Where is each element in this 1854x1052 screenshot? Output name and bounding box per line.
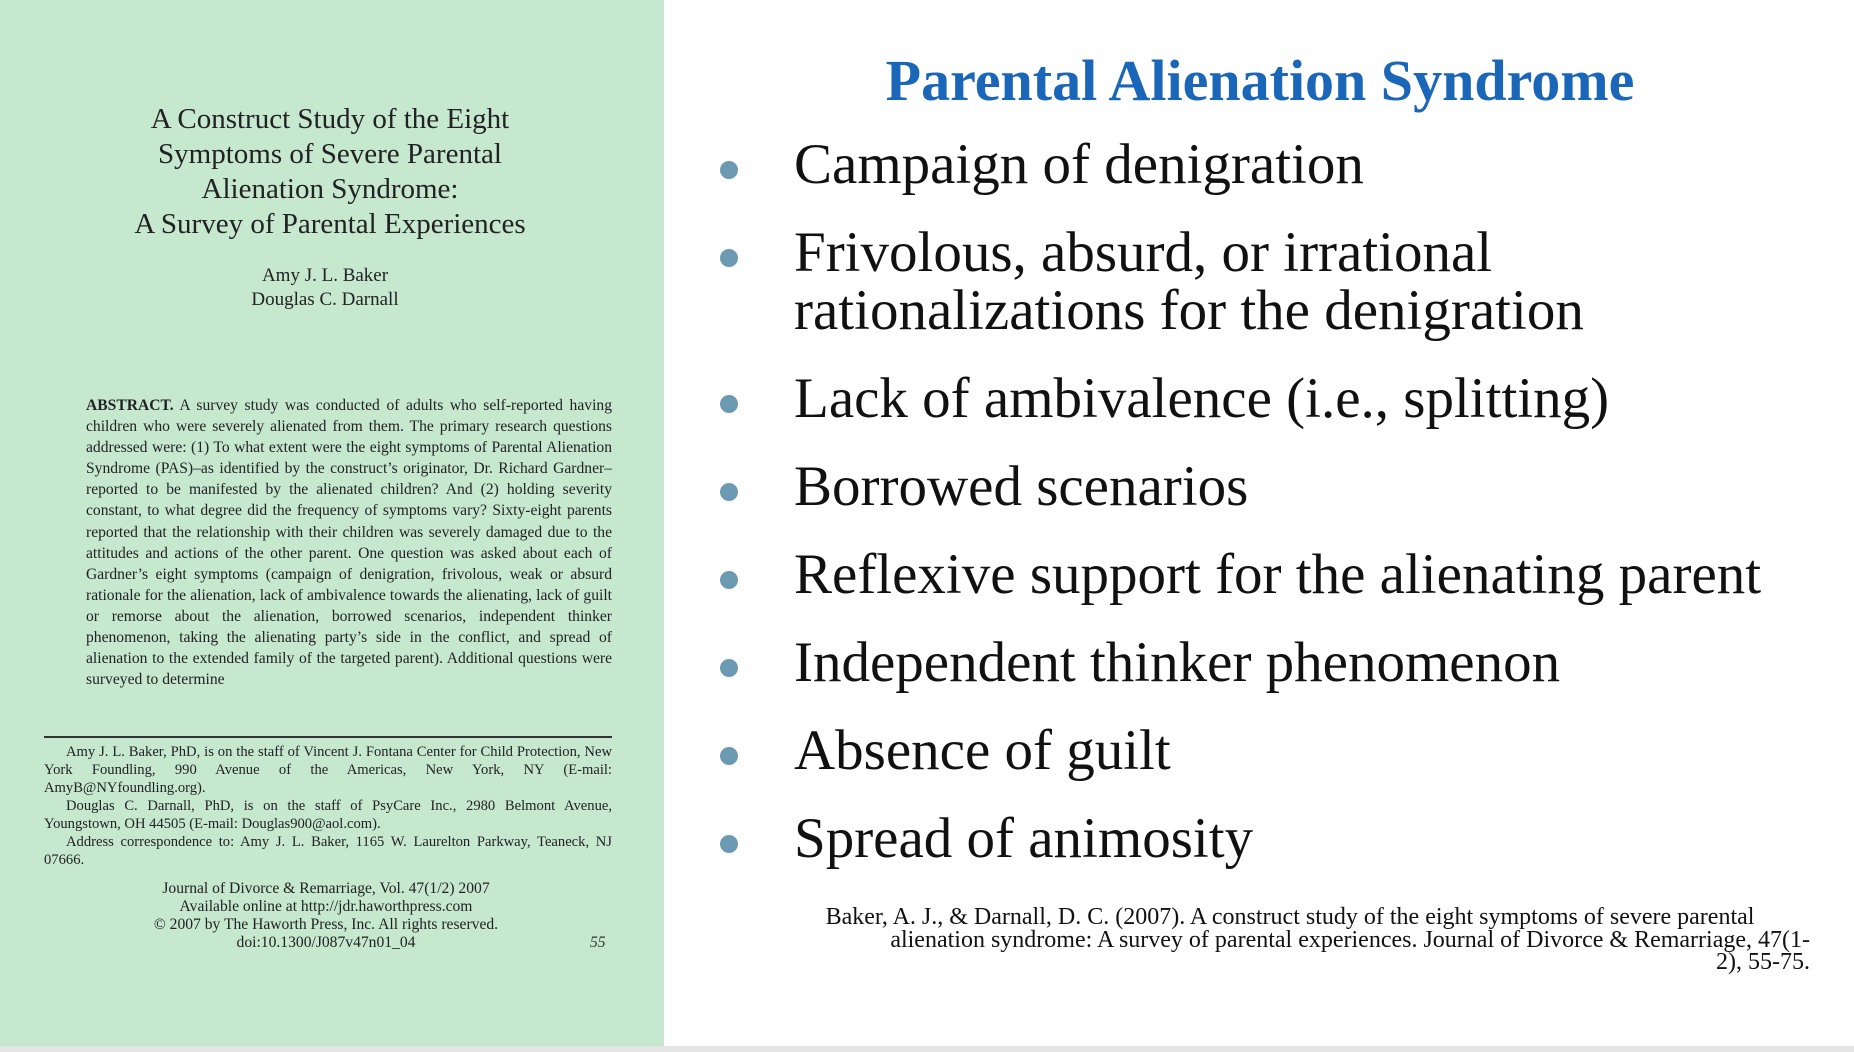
list-item bbox=[720, 807, 1840, 870]
list-item bbox=[720, 631, 1840, 694]
bullet-text: Absence of guilt bbox=[794, 719, 1171, 782]
paper-title-line: A Construct Study of the Eight bbox=[150, 103, 510, 135]
bullet-icon bbox=[720, 835, 738, 853]
footnote: Amy J. L. Baker, PhD, is on the staff of Vincent J. Fontana Center for Child Protection, New York Foundling, 990 Avenue of the Americas, New York, NY (E-mail: AmyB@NYfoundling.org). bbox=[44, 744, 612, 796]
bullet-text: Borrowed scenarios bbox=[794, 455, 1249, 518]
author-name: Douglas C. Darnall bbox=[251, 289, 399, 310]
journal-line: © 2007 by The Haworth Press, Inc. All rights reserved. bbox=[153, 916, 499, 933]
bullet-icon bbox=[720, 571, 738, 589]
paper-title-line: Symptoms of Severe Parental bbox=[158, 138, 502, 170]
citation-line: Baker, A. J., & Darnall, D. C. (2007). A construct study of the eight symptoms of severe parental bbox=[825, 904, 1755, 930]
paper-footnotes bbox=[44, 743, 612, 869]
list-item bbox=[720, 719, 1840, 782]
list-item bbox=[720, 133, 1840, 196]
symptom-list bbox=[720, 133, 1840, 870]
bullet-icon bbox=[720, 483, 738, 501]
bottom-edge bbox=[0, 1046, 1854, 1052]
bullet-icon bbox=[720, 249, 738, 267]
bullet-icon bbox=[720, 747, 738, 765]
page-number: 55 bbox=[590, 934, 606, 951]
paper-authors bbox=[40, 264, 610, 312]
list-item bbox=[720, 455, 1840, 518]
bullet-text: Campaign of denigration bbox=[794, 133, 1364, 196]
paper-title-line: Alienation Syndrome: bbox=[201, 173, 459, 205]
journal-line: doi:10.1300/J087v47n01_04 bbox=[236, 934, 416, 951]
paper-title-line: A Survey of Parental Experiences bbox=[134, 208, 526, 240]
paper-title bbox=[40, 102, 620, 242]
citation bbox=[770, 906, 1810, 974]
footnote: Douglas C. Darnall, PhD, is on the staff of PsyCare Inc., 2980 Belmont Avenue, Youngstown, OH 44505 (E-mail: Douglas900@aol.com). bbox=[44, 798, 612, 832]
footnote: Address correspondence to: Amy J. L. Baker, 1165 W. Laurelton Parkway, Teaneck, NJ 07666. bbox=[44, 834, 612, 868]
footnote-divider bbox=[44, 736, 612, 738]
citation-line: 2), 55-75. bbox=[1716, 949, 1810, 975]
journal-line: Journal of Divorce & Remarriage, Vol. 47(1/2) 2007 bbox=[162, 880, 490, 897]
paper-abstract bbox=[86, 395, 612, 690]
bullet-icon bbox=[720, 659, 738, 677]
bullet-text: Spread of animosity bbox=[794, 807, 1254, 870]
slide-title: Parental Alienation Syndrome bbox=[885, 48, 1635, 113]
list-item bbox=[720, 221, 1840, 342]
abstract-label: ABSTRACT. bbox=[86, 397, 174, 414]
bullet-text: Reflexive support for the alienating parent bbox=[794, 543, 1762, 606]
bullet-text: Independent thinker phenomenon bbox=[794, 631, 1561, 694]
bullet-icon bbox=[720, 161, 738, 179]
journal-info bbox=[100, 880, 552, 952]
citation-line: alienation syndrome: A survey of parental experiences. Journal of Divorce & Remarriage, 47(1- bbox=[890, 926, 1810, 953]
bullet-text-continued: rationalizations for the denigration bbox=[794, 279, 1584, 342]
bullet-icon bbox=[720, 395, 738, 413]
journal-line: Available online at http://jdr.haworthpress.com bbox=[179, 898, 473, 915]
bullet-text: Frivolous, absurd, or irrational bbox=[794, 221, 1493, 284]
list-item bbox=[720, 367, 1840, 430]
abstract-text: A survey study was conducted of adults who self-reported having children who were severely alienated from them. The primary research questions addressed were: (1) To what extent were the eight symptoms of Parental Alienation Syndrome (PAS)–as identified by the construct’s originator, Dr. Richard Gardner–reported to be manifested by the alienated children? And (2) holding severity constant, to what degree did the frequency of symptoms vary? Sixty-eight parents reported that the relationship with their children was severely damaged due to the attitudes and actions of the other parent. One question was asked about each of Gardner’s eight symptoms (campaign of denigration, frivolous, weak or absurd rationale for the alienation, lack of ambivalence towards the alienating, lack of guilt or remorse about the alienation, borrowed scenarios, independent thinker phenomenon, taking the alienating party’s side in the conflict, and spread of alienation to the extended family of the targeted parent). Additional questions were surveyed to determine bbox=[86, 397, 612, 689]
paper-first-page bbox=[0, 0, 664, 1046]
list-item bbox=[720, 543, 1840, 606]
author-name: Amy J. L. Baker bbox=[261, 265, 389, 286]
bullet-text: Lack of ambivalence (i.e., splitting) bbox=[794, 367, 1610, 430]
